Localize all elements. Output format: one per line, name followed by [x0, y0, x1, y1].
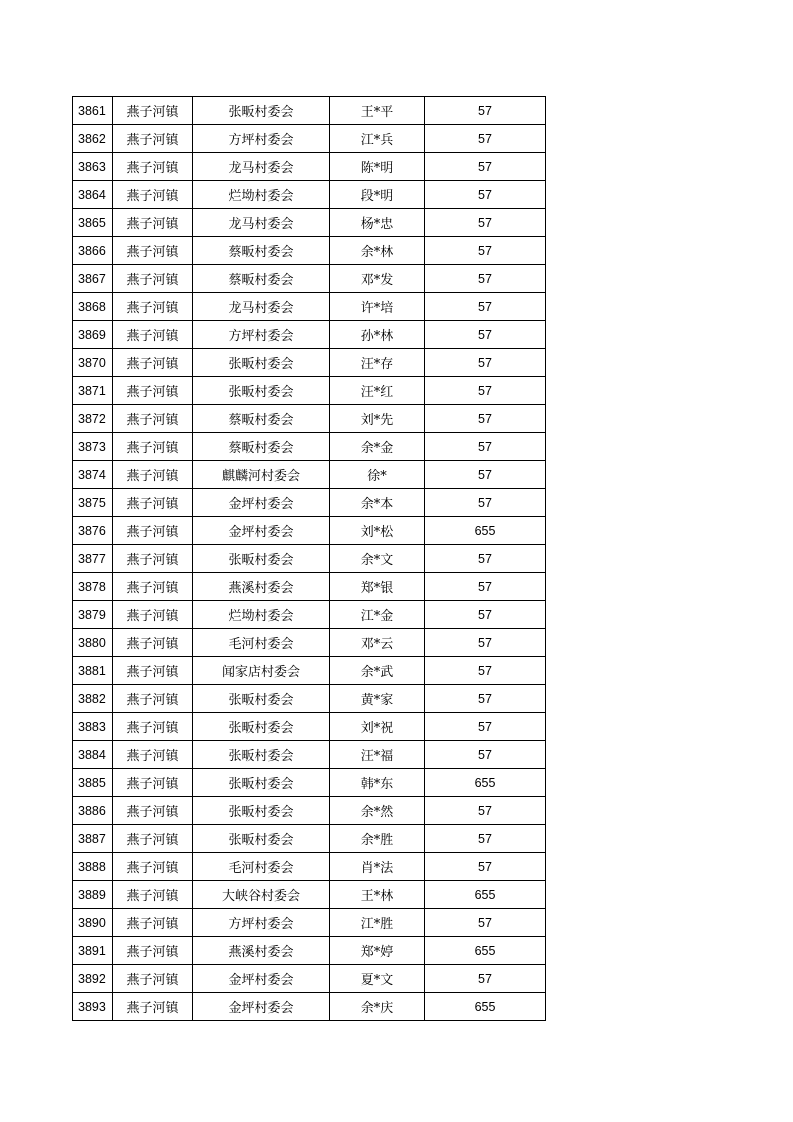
record-number-cell: 3878 [73, 573, 113, 601]
record-number-cell: 3874 [73, 461, 113, 489]
person-name-cell: 邓*发 [330, 265, 425, 293]
table-row [73, 489, 546, 517]
person-name-cell: 许*培 [330, 293, 425, 321]
record-number-cell: 3877 [73, 545, 113, 573]
record-number-cell: 3870 [73, 349, 113, 377]
village-committee-cell: 毛河村委会 [193, 853, 330, 881]
record-number-cell: 3882 [73, 685, 113, 713]
table-row [73, 657, 546, 685]
record-number-cell: 3868 [73, 293, 113, 321]
person-name-cell: 刘*松 [330, 517, 425, 545]
village-committee-cell: 蔡畈村委会 [193, 237, 330, 265]
record-number-cell: 3885 [73, 769, 113, 797]
village-committee-cell: 张畈村委会 [193, 769, 330, 797]
record-number-cell: 3886 [73, 797, 113, 825]
person-name-cell: 汪*红 [330, 377, 425, 405]
village-committee-cell: 张畈村委会 [193, 825, 330, 853]
town-cell: 燕子河镇 [113, 209, 193, 237]
village-committee-cell: 燕溪村委会 [193, 937, 330, 965]
town-cell: 燕子河镇 [113, 545, 193, 573]
person-name-cell: 余*文 [330, 545, 425, 573]
table-row [73, 937, 546, 965]
table-row [73, 181, 546, 209]
record-number-cell: 3879 [73, 601, 113, 629]
town-cell: 燕子河镇 [113, 125, 193, 153]
person-name-cell: 汪*存 [330, 349, 425, 377]
town-cell: 燕子河镇 [113, 489, 193, 517]
table-row [73, 881, 546, 909]
table-row [73, 349, 546, 377]
table-row [73, 629, 546, 657]
town-cell: 燕子河镇 [113, 153, 193, 181]
town-cell: 燕子河镇 [113, 713, 193, 741]
village-committee-cell: 毛河村委会 [193, 629, 330, 657]
village-committee-cell: 方坪村委会 [193, 125, 330, 153]
record-number-cell: 3861 [73, 97, 113, 125]
record-number-cell: 3891 [73, 937, 113, 965]
town-cell: 燕子河镇 [113, 629, 193, 657]
village-committee-cell: 龙马村委会 [193, 209, 330, 237]
village-committee-cell: 闻家店村委会 [193, 657, 330, 685]
table-row [73, 237, 546, 265]
record-number-cell: 3887 [73, 825, 113, 853]
table-row [73, 405, 546, 433]
amount-cell: 57 [425, 713, 546, 741]
table-row [73, 909, 546, 937]
amount-cell: 57 [425, 433, 546, 461]
amount-cell: 57 [425, 965, 546, 993]
village-committee-cell: 金坪村委会 [193, 993, 330, 1021]
table-row [73, 125, 546, 153]
amount-cell: 57 [425, 209, 546, 237]
record-number-cell: 3872 [73, 405, 113, 433]
amount-cell: 57 [425, 573, 546, 601]
record-number-cell: 3890 [73, 909, 113, 937]
table-row [73, 825, 546, 853]
amount-cell: 57 [425, 125, 546, 153]
person-name-cell: 王*林 [330, 881, 425, 909]
record-number-cell: 3883 [73, 713, 113, 741]
amount-cell: 57 [425, 377, 546, 405]
village-committee-cell: 张畈村委会 [193, 741, 330, 769]
table-row [73, 321, 546, 349]
table-row [73, 965, 546, 993]
record-number-cell: 3880 [73, 629, 113, 657]
amount-cell: 655 [425, 881, 546, 909]
person-name-cell: 余*林 [330, 237, 425, 265]
table-row [73, 601, 546, 629]
amount-cell: 57 [425, 601, 546, 629]
amount-cell: 57 [425, 97, 546, 125]
town-cell: 燕子河镇 [113, 741, 193, 769]
record-number-cell: 3888 [73, 853, 113, 881]
table-row [73, 293, 546, 321]
village-committee-cell: 蔡畈村委会 [193, 433, 330, 461]
record-number-cell: 3889 [73, 881, 113, 909]
amount-cell: 57 [425, 797, 546, 825]
person-name-cell: 郑*婷 [330, 937, 425, 965]
village-committee-cell: 张畈村委会 [193, 97, 330, 125]
table-row [73, 461, 546, 489]
record-number-cell: 3893 [73, 993, 113, 1021]
table-row [73, 713, 546, 741]
town-cell: 燕子河镇 [113, 965, 193, 993]
table-row [73, 433, 546, 461]
town-cell: 燕子河镇 [113, 825, 193, 853]
amount-cell: 57 [425, 293, 546, 321]
table-row [73, 993, 546, 1021]
table-row [73, 797, 546, 825]
town-cell: 燕子河镇 [113, 97, 193, 125]
record-number-cell: 3881 [73, 657, 113, 685]
village-committee-cell: 燕溪村委会 [193, 573, 330, 601]
table-row [73, 209, 546, 237]
table-row [73, 97, 546, 125]
town-cell: 燕子河镇 [113, 349, 193, 377]
person-name-cell: 江*金 [330, 601, 425, 629]
amount-cell: 57 [425, 909, 546, 937]
village-committee-cell: 金坪村委会 [193, 965, 330, 993]
village-committee-cell: 金坪村委会 [193, 489, 330, 517]
town-cell: 燕子河镇 [113, 937, 193, 965]
village-committee-cell: 张畈村委会 [193, 713, 330, 741]
town-cell: 燕子河镇 [113, 909, 193, 937]
person-name-cell: 郑*银 [330, 573, 425, 601]
table-row [73, 853, 546, 881]
town-cell: 燕子河镇 [113, 293, 193, 321]
person-name-cell: 邓*云 [330, 629, 425, 657]
amount-cell: 57 [425, 153, 546, 181]
person-name-cell: 江*胜 [330, 909, 425, 937]
town-cell: 燕子河镇 [113, 377, 193, 405]
person-name-cell: 余*庆 [330, 993, 425, 1021]
person-name-cell: 余*胜 [330, 825, 425, 853]
record-number-cell: 3876 [73, 517, 113, 545]
town-cell: 燕子河镇 [113, 181, 193, 209]
person-name-cell: 王*平 [330, 97, 425, 125]
document-page [72, 96, 546, 1021]
person-name-cell: 段*明 [330, 181, 425, 209]
village-committee-cell: 大峡谷村委会 [193, 881, 330, 909]
town-cell: 燕子河镇 [113, 573, 193, 601]
person-name-cell: 夏*文 [330, 965, 425, 993]
village-committee-cell: 烂坳村委会 [193, 181, 330, 209]
town-cell: 燕子河镇 [113, 769, 193, 797]
record-number-cell: 3892 [73, 965, 113, 993]
amount-cell: 57 [425, 741, 546, 769]
record-number-cell: 3871 [73, 377, 113, 405]
town-cell: 燕子河镇 [113, 657, 193, 685]
record-number-cell: 3873 [73, 433, 113, 461]
village-committee-cell: 蔡畈村委会 [193, 405, 330, 433]
amount-cell: 57 [425, 657, 546, 685]
table-row [73, 517, 546, 545]
town-cell: 燕子河镇 [113, 993, 193, 1021]
record-number-cell: 3869 [73, 321, 113, 349]
record-number-cell: 3875 [73, 489, 113, 517]
person-name-cell: 江*兵 [330, 125, 425, 153]
village-committee-cell: 方坪村委会 [193, 909, 330, 937]
record-number-cell: 3864 [73, 181, 113, 209]
table-row [73, 153, 546, 181]
village-committee-cell: 张畈村委会 [193, 797, 330, 825]
amount-cell: 655 [425, 517, 546, 545]
village-committee-cell: 龙马村委会 [193, 153, 330, 181]
amount-cell: 57 [425, 265, 546, 293]
village-committee-cell: 张畈村委会 [193, 545, 330, 573]
person-name-cell: 韩*东 [330, 769, 425, 797]
amount-cell: 57 [425, 461, 546, 489]
village-committee-cell: 麒麟河村委会 [193, 461, 330, 489]
record-number-cell: 3867 [73, 265, 113, 293]
village-committee-cell: 张畈村委会 [193, 377, 330, 405]
town-cell: 燕子河镇 [113, 601, 193, 629]
table-row [73, 377, 546, 405]
record-number-cell: 3866 [73, 237, 113, 265]
table-row [73, 265, 546, 293]
town-cell: 燕子河镇 [113, 797, 193, 825]
person-name-cell: 余*武 [330, 657, 425, 685]
amount-cell: 57 [425, 629, 546, 657]
town-cell: 燕子河镇 [113, 237, 193, 265]
person-name-cell: 黄*家 [330, 685, 425, 713]
town-cell: 燕子河镇 [113, 517, 193, 545]
table-row [73, 769, 546, 797]
town-cell: 燕子河镇 [113, 685, 193, 713]
person-name-cell: 孙*林 [330, 321, 425, 349]
amount-cell: 57 [425, 181, 546, 209]
amount-cell: 57 [425, 545, 546, 573]
record-number-cell: 3863 [73, 153, 113, 181]
village-committee-cell: 张畈村委会 [193, 685, 330, 713]
town-cell: 燕子河镇 [113, 433, 193, 461]
town-cell: 燕子河镇 [113, 881, 193, 909]
records-table [72, 96, 546, 1021]
amount-cell: 655 [425, 937, 546, 965]
person-name-cell: 陈*明 [330, 153, 425, 181]
village-committee-cell: 金坪村委会 [193, 517, 330, 545]
person-name-cell: 余*然 [330, 797, 425, 825]
village-committee-cell: 烂坳村委会 [193, 601, 330, 629]
town-cell: 燕子河镇 [113, 405, 193, 433]
person-name-cell: 刘*先 [330, 405, 425, 433]
table-row [73, 685, 546, 713]
town-cell: 燕子河镇 [113, 461, 193, 489]
person-name-cell: 余*金 [330, 433, 425, 461]
person-name-cell: 徐* [330, 461, 425, 489]
amount-cell: 57 [425, 853, 546, 881]
village-committee-cell: 蔡畈村委会 [193, 265, 330, 293]
record-number-cell: 3865 [73, 209, 113, 237]
town-cell: 燕子河镇 [113, 853, 193, 881]
village-committee-cell: 张畈村委会 [193, 349, 330, 377]
records-table-body [73, 97, 546, 1021]
amount-cell: 57 [425, 825, 546, 853]
town-cell: 燕子河镇 [113, 265, 193, 293]
person-name-cell: 刘*祝 [330, 713, 425, 741]
village-committee-cell: 龙马村委会 [193, 293, 330, 321]
person-name-cell: 杨*忠 [330, 209, 425, 237]
amount-cell: 57 [425, 489, 546, 517]
table-row [73, 545, 546, 573]
record-number-cell: 3884 [73, 741, 113, 769]
village-committee-cell: 方坪村委会 [193, 321, 330, 349]
amount-cell: 57 [425, 405, 546, 433]
table-row [73, 573, 546, 601]
person-name-cell: 肖*法 [330, 853, 425, 881]
amount-cell: 57 [425, 685, 546, 713]
amount-cell: 57 [425, 349, 546, 377]
table-row [73, 741, 546, 769]
amount-cell: 57 [425, 321, 546, 349]
record-number-cell: 3862 [73, 125, 113, 153]
town-cell: 燕子河镇 [113, 321, 193, 349]
amount-cell: 655 [425, 993, 546, 1021]
amount-cell: 57 [425, 237, 546, 265]
amount-cell: 655 [425, 769, 546, 797]
person-name-cell: 汪*福 [330, 741, 425, 769]
person-name-cell: 余*本 [330, 489, 425, 517]
